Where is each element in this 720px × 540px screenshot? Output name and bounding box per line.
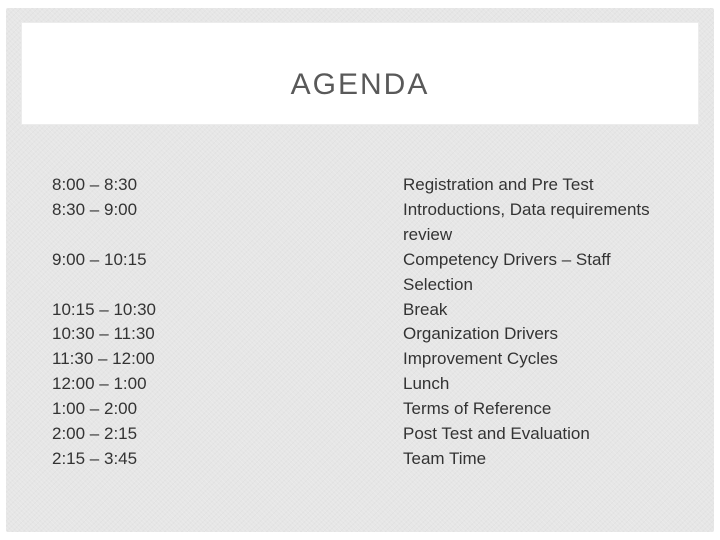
agenda-time: 8:30 – 9:00: [52, 199, 138, 219]
agenda-time: 11:30 – 12:00: [52, 349, 155, 369]
title-panel: [21, 22, 699, 125]
agenda-item: Organization Drivers: [403, 324, 558, 344]
agenda-item: Competency Drivers – Staff Selection: [403, 249, 611, 294]
agenda-items-column: [403, 173, 663, 472]
agenda-item: Lunch: [403, 374, 450, 394]
agenda-item: Terms of Reference: [403, 399, 552, 419]
agenda-time: 8:00 – 8:30: [52, 175, 138, 194]
agenda-item: Introductions, Data requirements review: [403, 199, 650, 244]
agenda-time: 10:30 – 11:30: [52, 324, 155, 344]
agenda-time: 10:15 – 10:30: [52, 299, 156, 319]
agenda-time: 1:00 – 2:00: [52, 399, 138, 419]
agenda-time: 9:00 – 10:15: [52, 249, 147, 269]
agenda-time: 2:15 – 3:45: [52, 448, 138, 468]
agenda-item: Registration and Pre Test: [403, 175, 594, 194]
agenda-time: 12:00 – 1:00: [52, 374, 147, 394]
agenda-time-spacer: [52, 273, 352, 298]
agenda-item: Post Test and Evaluation: [403, 424, 590, 444]
agenda-time-spacer: [52, 223, 352, 248]
agenda-item: Break: [403, 299, 448, 319]
agenda-item: Team Time: [403, 448, 487, 468]
slide: [6, 8, 714, 532]
slide-title: AGENDA: [290, 68, 430, 101]
agenda-times-column: [52, 173, 352, 472]
agenda-time: 2:00 – 2:15: [52, 424, 138, 444]
agenda-item: Improvement Cycles: [403, 349, 558, 369]
